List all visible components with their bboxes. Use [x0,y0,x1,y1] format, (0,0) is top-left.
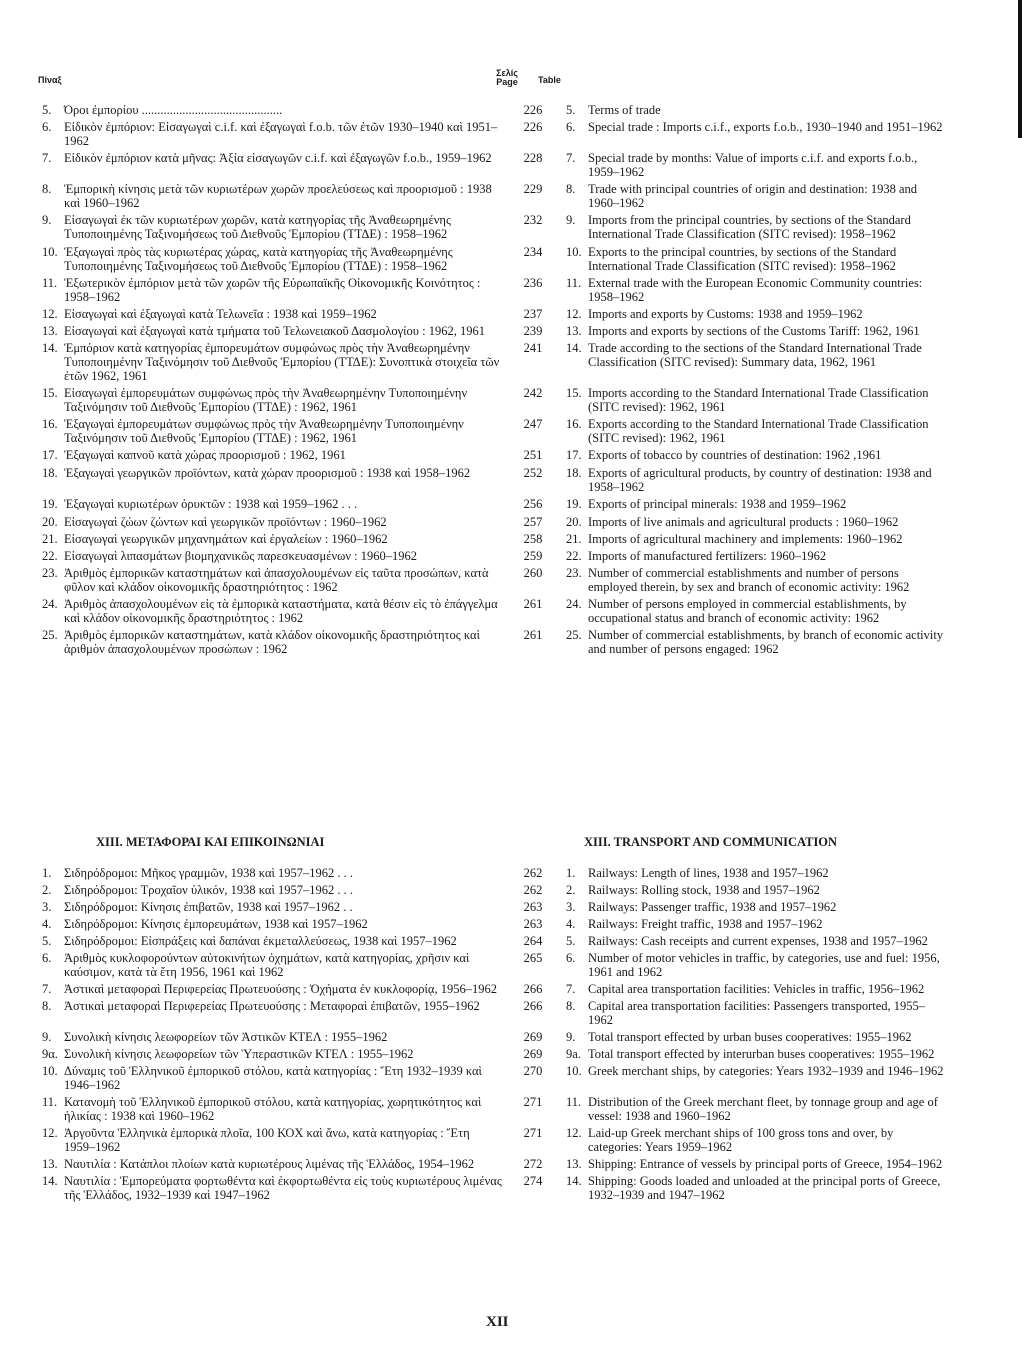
entry-page: 251 [523,448,543,462]
entry-english [564,999,944,1027]
toc-row [40,213,944,241]
entry-text-en: Imports and exports by sections of the Customs Tariff: 1962, 1961 [588,324,920,338]
entry-page: 266 [523,982,543,996]
entry-number-gr: 1. [42,866,52,880]
entry-english [564,566,944,594]
entry-english [564,417,944,445]
entry-page: 236 [523,276,543,290]
entry-text-en: Imports of live animals and agricultural products : 1960–1962 [588,515,899,529]
entry-number-en: 14. [566,1174,582,1188]
entry-number-gr: 8. [42,182,52,196]
entry-english [564,900,944,914]
entry-number-gr: 3. [42,900,52,914]
header-table-en: Table [538,75,561,85]
entry-page: 258 [523,532,543,546]
toc-row [40,245,944,273]
entry-text-gr: Εἰσαγωγαὶ ζώων ζώντων καὶ γεωργικῶν προϊόντων : 1960–1962 [64,515,387,529]
entry-english [564,1174,944,1202]
toc-row [40,1126,944,1154]
entry-greek [40,1174,512,1202]
entry-number-en: 22. [566,549,582,563]
entry-english [564,515,944,529]
entry-text-gr: Ἀριθμὸς ἐμπορικῶν καταστημάτων, κατὰ κλάδον οἰκονομικῆς δραστηριότητος καὶ ἀριθμὸν ἀπασχολουμένων προσώπων : 1962 [64,628,480,656]
entry-number-gr: 7. [42,151,52,165]
entry-number-en: 21. [566,532,582,546]
entry-text-gr: Συνολικὴ κίνησις λεωφορείων τῶν Ὑπεραστικῶν ΚΤΕΛ : 1955–1962 [64,1047,414,1061]
entry-number-en: 3. [566,900,576,914]
entry-text-en: Special trade by months: Value of imports c.i.f. and exports f.o.b., 1959–1962 [588,151,918,179]
entry-text-en: Total transport effected by urban buses cooperatives: 1955–1962 [588,1030,912,1044]
entry-number-en: 14. [566,341,582,355]
entry-number-gr: 5. [42,934,52,948]
entry-english [564,597,944,625]
entry-text-gr: Σιδηρόδρομοι: Κίνησις ἐμπορευμάτων, 1938 καὶ 1957–1962 [64,917,368,931]
entry-page: 234 [523,245,543,259]
entry-text-gr: Ἀργοῦντα Ἑλληνικὰ ἐμπορικὰ πλοῖα, 100 ΚΟΧ καὶ ἄνω, κατὰ κατηγορίας : Ἔτη 1959–1962 [64,1126,470,1154]
entry-greek [40,120,512,148]
entry-number-en: 7. [566,982,576,996]
entry-text-en: Railways: Length of lines, 1938 and 1957–1962 [588,866,829,880]
entry-text-gr: Ἐξαγωγαὶ πρὸς τὰς κυριωτέρας χώρας, κατὰ κατηγορίας τῆς Ἀναθεωρημένης Τυποποιημένης Ταξινομήσεως τοῦ Διεθνοῦς Ἐμπορίου (ΤΤΔΕ) : 1958–1962 [64,245,453,273]
entry-text-gr: Ναυτιλία : Κατάπλοι πλοίων κατὰ κυριωτέρους λιμένας τῆς Ἑλλάδος, 1954–1962 [64,1157,475,1171]
entry-number-en: 5. [566,934,576,948]
entry-number-gr: 6. [42,120,52,134]
entry-text-en: Total transport effected by interurban buses cooperatives: 1955–1962 [588,1047,935,1061]
entry-page: 271 [523,1126,543,1140]
entry-text-en: Distribution of the Greek merchant fleet, by tonnage group and age of vessel: 1938 and 1960–1962 [588,1095,938,1123]
entry-number-en: 10. [566,1064,582,1078]
entry-number-gr: 23. [42,566,58,580]
toc-row [40,1095,944,1123]
entry-english [564,307,944,321]
entry-text-en: Special trade : Imports c.i.f., exports f.o.b., 1930–1940 and 1951–1962 [588,120,943,134]
entry-greek [40,1126,512,1154]
toc-row [40,448,944,462]
entry-greek [40,515,512,529]
entry-number-en: 9. [566,1030,576,1044]
entry-text-gr: Συνολικὴ κίνησις λεωφορείων τῶν Ἀστικῶν ΚΤΕΛ : 1955–1962 [64,1030,388,1044]
entry-text-gr: Εἰδικὸν ἐμπόριον κατὰ μῆνας: Ἀξία εἰσαγωγῶν c.i.f. καὶ ἐξαγωγῶν f.o.b., 1959–1962 [64,151,492,165]
entry-text-en: External trade with the European Economic Community countries: 1958–1962 [588,276,923,304]
entry-text-gr: Εἰσαγωγαὶ λιπασμάτων βιομηχανικῶς παρεσκευασμένων : 1960–1962 [64,549,417,563]
entry-number-en: 9a. [566,1047,581,1061]
entry-text-gr: Ἀριθμὸς ἀπασχολουμένων εἰς τὰ ἐμπορικὰ καταστήματα, κατὰ θέσιν εἰς τὸ ἐπάγγελμα καὶ κλάδον οἰκονομικῆς δραστηριότητος : 1962 [64,597,498,625]
entry-text-en: Laid-up Greek merchant ships of 100 gross tons and over, by categories: Years 1959–1962 [588,1126,894,1154]
entry-text-gr: Εἰσαγωγαὶ ἐκ τῶν κυριωτέρων χωρῶν, κατὰ κατηγορίας τῆς Ἀναθεωρημένης Τυποποιημένης Ταξινομήσεως τοῦ Διεθνοῦς Ἐμπορίου (ΤΤΔΕ) : 1958–1962 [64,213,451,241]
entry-page: 241 [523,341,543,355]
entry-greek [40,883,512,897]
entry-english [564,917,944,931]
entry-page: 272 [523,1157,543,1171]
entry-text-en: Shipping: Entrance of vessels by principal ports of Greece, 1954–1962 [588,1157,943,1171]
entry-page: 265 [523,951,543,965]
entry-english [564,324,944,338]
entry-page: 269 [523,1047,543,1061]
entry-number-en: 8. [566,999,576,1013]
entry-english [564,1047,944,1061]
toc-row [40,324,944,338]
entry-page: 257 [523,515,543,529]
entry-page: 259 [523,549,543,563]
entry-greek [40,1030,512,1044]
entry-number-gr: 12. [42,307,58,321]
section-title-gr: XIII. ΜΕΤΑΦΟΡΑΙ ΚΑΙ ΕΠΙΚΟΙΝΩΝΙΑΙ [96,835,325,849]
entry-greek [40,982,512,996]
entry-greek [40,1157,512,1171]
entry-text-en: Imports of agricultural machinery and implements: 1960–1962 [588,532,903,546]
entry-number-gr: 6. [42,951,52,965]
entry-english [564,103,944,117]
entry-number-gr: 9. [42,1030,52,1044]
entry-number-gr: 16. [42,417,58,431]
entry-number-gr: 19. [42,497,58,511]
entry-page: 252 [523,466,543,480]
entry-text-en: Exports according to the Standard International Trade Classification (SITC revised): 1962, 1961 [588,417,929,445]
entry-page: 270 [523,1064,543,1078]
section-title-en: XIII. TRANSPORT AND COMMUNICATION [584,835,838,849]
entry-greek [40,448,512,462]
toc-row [40,1047,944,1061]
entry-english [564,120,944,134]
entry-text-en: Exports to the principal countries, by sections of the Standard International Trade Classification (SITC revised): 1958–1962 [588,245,897,273]
entry-number-en: 6. [566,951,576,965]
entry-number-gr: 13. [42,324,58,338]
entry-number-gr: 22. [42,549,58,563]
entry-text-en: Imports according to the Standard International Trade Classification (SITC revised): 1962, 1961 [588,386,929,414]
entry-number-gr: 17. [42,448,58,462]
entry-text-en: Number of commercial establishments, by branch of economic activity and number of persons engaged: 1962 [588,628,944,656]
toc-row [40,900,944,914]
entry-text-gr: Ναυτιλία : Ἐμπορεύματα φορτωθέντα καὶ ἐκφορτωθέντα εἰς τοὺς κυριωτέρους λιμένας τῆς Ἑλλάδος, 1932–1939 καὶ 1947–1962 [64,1174,502,1202]
entry-english [564,213,944,241]
entry-number-gr: 10. [42,1064,58,1078]
toc-row [40,466,944,494]
toc-row [40,417,944,445]
entry-text-gr: Ἐμπορικὴ κίνησις μετὰ τῶν κυριωτέρων χωρῶν προελεύσεως καὶ προορισμοῦ : 1938 καὶ 1960–1962 [64,182,492,210]
entry-text-gr: Εἰσαγωγαὶ γεωργικῶν μηχανημάτων καὶ ἐργαλείων : 1960–1962 [64,532,388,546]
toc-row [40,307,944,321]
entry-greek [40,417,512,445]
entry-page: 263 [523,917,543,931]
entry-english [564,934,944,948]
entry-number-en: 9. [566,213,576,227]
entry-english [564,628,944,656]
entry-greek [40,324,512,338]
entry-text-en: Railways: Rolling stock, 1938 and 1957–1962 [588,883,820,897]
entry-number-en: 25. [566,628,582,642]
entry-greek [40,951,512,979]
entry-english [564,245,944,273]
toc-row [40,515,944,529]
entry-number-en: 17. [566,448,582,462]
entry-number-en: 11. [566,276,582,290]
entry-greek [40,628,512,656]
toc-row [40,1174,944,1202]
entry-number-gr: 25. [42,628,58,642]
entry-text-en: Railways: Passenger traffic, 1938 and 1957–1962 [588,900,837,914]
entry-text-gr: Ἐξωτερικὸν ἐμπόριον μετὰ τῶν χωρῶν τῆς Εὐρωπαϊκῆς Οἰκονομικῆς Κοινότητος : 1958–1962 [64,276,481,304]
entry-text-en: Greek merchant ships, by categories: Years 1932–1939 and 1946–1962 [588,1064,944,1078]
entry-english [564,182,944,210]
entry-page: 226 [523,120,543,134]
toc-row [40,917,944,931]
entry-text-gr: Ἐξαγωγαὶ καπνοῦ κατὰ χώρας προορισμοῦ : 1962, 1961 [64,448,346,462]
entry-text-en: Imports from the principal countries, by sections of the Standard International Trade Classification (SITC revised): 1958–1962 [588,213,911,241]
entry-text-en: Number of commercial establishments and number of persons employed therein, by sex and branch of economic activity: 1962 [588,566,910,594]
toc-row [40,597,944,625]
entry-text-gr: Ἐξαγωγαὶ κυριωτέρων ὀρυκτῶν : 1938 καὶ 1959–1962 . . . [64,497,358,511]
entry-text-en: Railways: Freight traffic, 1938 and 1957–1962 [588,917,823,931]
header-table-gr: Πίναξ [38,75,62,85]
toc-row [40,999,944,1027]
entry-text-en: Number of persons employed in commercial establishments, by occupational status and branch of economic activity: 1962 [588,597,907,625]
entry-page: 239 [523,324,543,338]
entry-english [564,276,944,304]
entry-page: 247 [523,417,543,431]
entry-number-en: 2. [566,883,576,897]
toc-row [40,182,944,210]
section-transport [40,863,944,1202]
entry-greek [40,386,512,414]
entry-number-en: 1. [566,866,576,880]
entry-number-gr: 20. [42,515,58,529]
entry-text-gr: Ἐξαγωγαὶ γεωργικῶν προϊόντων, κατὰ χώραν προορισμοῦ : 1938 καὶ 1958–1962 [64,466,471,480]
toc-row [40,341,944,383]
entry-page: 262 [523,866,543,880]
entry-english [564,1030,944,1044]
entry-greek [40,103,512,117]
entry-number-gr: 5. [42,103,52,117]
entry-greek [40,307,512,321]
entry-greek [40,866,512,880]
entry-number-en: 20. [566,515,582,529]
entry-text-en: Trade according to the sections of the Standard International Trade Classification (SITC revised): Summary data, 1962, 1961 [588,341,922,369]
header-page: Σελίς Page [496,68,518,87]
entry-text-gr: Σιδηρόδρομοι: Μῆκος γραμμῶν, 1938 καὶ 1957–1962 . . . [64,866,354,880]
entry-text-gr: Εἰσαγωγαὶ καὶ ἐξαγωγαὶ κατὰ Τελωνεῖα : 1938 καὶ 1959–1962 [64,307,377,321]
entry-number-en: 8. [566,182,576,196]
entry-greek [40,182,512,210]
toc-row [40,386,944,414]
entry-greek [40,1095,512,1123]
entry-english [564,951,944,979]
entry-greek [40,466,512,480]
entry-english [564,341,944,369]
entry-text-en: Shipping: Goods loaded and unloaded at the principal ports of Greece, 1932–1939 and 1947–1962 [588,1174,941,1202]
entry-text-gr: Εἰσαγωγαὶ καὶ ἐξαγωγαὶ κατὰ τμήματα τοῦ Τελωνειακοῦ Δασμολογίου : 1962, 1961 [64,324,485,338]
entry-english [564,448,944,462]
toc-row [40,151,944,179]
entry-text-gr: Κατανομὴ τοῦ Ἑλληνικοῦ ἐμπορικοῦ στόλου, κατὰ κατηγορίας, χωρητικότητος καὶ ἡλικίας : 1938 καὶ 1960–1962 [64,1095,482,1123]
entry-text-gr: Ἀστικαὶ μεταφοραὶ Περιφερείας Πρωτευούσης : Ὀχήματα ἐν κυκλοφορίᾳ, 1956–1962 [64,982,497,996]
entry-text-gr: Ἀριθμὸς ἐμπορικῶν καταστημάτων καὶ ἀπασχολουμένων εἰς ταῦτα προσώπων, κατὰ φῦλον καὶ κλάδον οἰκονομικῆς δραστηριότητος : 1962 [64,566,489,594]
entry-page: 274 [523,1174,543,1188]
entry-number-en: 12. [566,307,582,321]
toc-row [40,628,944,656]
entry-text-gr: Εἰδικὸν ἐμπόριον: Εἰσαγωγαὶ c.i.f. καὶ ἐξαγωγαὶ f.o.b. τῶν ἐτῶν 1930–1940 καὶ 1951–1962 [64,120,498,148]
entry-number-en: 15. [566,386,582,400]
entry-page: 256 [523,497,543,511]
entry-number-gr: 21. [42,532,58,546]
toc-row [40,120,944,148]
toc-row [40,1157,944,1171]
entry-number-gr: 10. [42,245,58,259]
entry-number-en: 10. [566,245,582,259]
entry-text-en: Exports of principal minerals: 1938 and 1959–1962 [588,497,847,511]
entry-number-en: 7. [566,151,576,165]
entry-page: 229 [523,182,543,196]
entry-greek [40,597,512,625]
entry-page: 264 [523,934,543,948]
entry-english [564,532,944,546]
entry-text-en: Exports of agricultural products, by country of destination: 1938 and 1958–1962 [588,466,932,494]
toc-row [40,982,944,996]
entry-page: 232 [523,213,543,227]
entry-greek [40,532,512,546]
entry-greek [40,566,512,594]
entry-text-en: Capital area transportation facilities: Vehicles in traffic, 1956–1962 [588,982,925,996]
entry-text-en: Railways: Cash receipts and current expenses, 1938 and 1957–1962 [588,934,928,948]
entry-greek [40,934,512,948]
entry-english [564,386,944,414]
entry-text-gr: Όροι ἐμπορίου ............................................. [64,103,283,117]
toc-row [40,549,944,563]
entry-number-en: 16. [566,417,582,431]
entry-greek [40,276,512,304]
entry-page: 226 [523,103,543,117]
entry-greek [40,917,512,931]
entry-english [564,1157,944,1171]
entry-greek [40,900,512,914]
entry-number-gr: 9α. [42,1047,58,1061]
entry-page: 228 [523,151,543,165]
entry-text-en: Exports of tobacco by countries of destination: 1962 ,1961 [588,448,882,462]
entry-number-en: 24. [566,597,582,611]
entry-page: 263 [523,900,543,914]
entry-text-en: Capital area transportation facilities: Passengers transported, 1955–1962 [588,999,926,1027]
entry-text-gr: Σιδηρόδρομοι: Τροχαῖον ὑλικόν, 1938 καὶ 1957–1962 . . . [64,883,353,897]
entry-english [564,466,944,494]
entry-page: 271 [523,1095,543,1109]
entry-number-en: 6. [566,120,576,134]
entry-english [564,549,944,563]
entry-number-gr: 13. [42,1157,58,1171]
entry-number-gr: 15. [42,386,58,400]
entry-number-gr: 11. [42,276,58,290]
entry-number-gr: 14. [42,1174,58,1188]
entry-greek [40,497,512,511]
entry-text-gr: Ἐξαγωγαὶ ἐμπορευμάτων συμφώνως πρὸς τὴν Ἀναθεωρημένην Τυποποιημένην Ταξινόμησιν τοῦ Διεθνοῦς Ἐμπορίου (ΤΤΔΕ) : 1962, 1961 [64,417,464,445]
entry-page: 261 [523,628,543,642]
entry-greek [40,151,512,165]
entry-page: 266 [523,999,543,1013]
entry-number-en: 13. [566,324,582,338]
entry-page: 260 [523,566,543,580]
entry-number-en: 5. [566,103,576,117]
entry-number-gr: 24. [42,597,58,611]
entry-english [564,982,944,996]
toc-row [40,532,944,546]
entry-text-en: Imports of manufactured fertilizers: 1960–1962 [588,549,827,563]
entry-text-gr: Ἀστικαὶ μεταφοραὶ Περιφερείας Πρωτευούσης : Μεταφοραὶ ἐπιβατῶν, 1955–1962 [64,999,480,1013]
entry-number-gr: 14. [42,341,58,355]
entry-greek [40,1064,512,1092]
entry-english [564,883,944,897]
entry-greek [40,999,512,1013]
entry-number-gr: 4. [42,917,52,931]
page-number: XII [486,1314,509,1330]
entry-english [564,1064,944,1078]
toc-row [40,276,944,304]
entry-greek [40,213,512,241]
entry-number-en: 19. [566,497,582,511]
entry-text-en: Trade with principal countries of origin and destination: 1938 and 1960–1962 [588,182,917,210]
entry-page: 262 [523,883,543,897]
entry-page: 237 [523,307,543,321]
entry-number-gr: 7. [42,982,52,996]
toc-row [40,934,944,948]
toc-row [40,566,944,594]
entry-number-en: 11. [566,1095,582,1109]
entry-page: 242 [523,386,543,400]
entry-number-gr: 18. [42,466,58,480]
entry-text-en: Number of motor vehicles in traffic, by categories, use and fuel: 1956, 1961 and 1962 [588,951,940,979]
entry-number-en: 23. [566,566,582,580]
entry-text-gr: Σιδηρόδρομοι: Κίνησις ἐπιβατῶν, 1938 καὶ 1957–1962 . . [64,900,353,914]
entry-number-en: 13. [566,1157,582,1171]
entry-greek [40,245,512,273]
entry-number-gr: 2. [42,883,52,897]
entry-greek [40,549,512,563]
toc-row [40,1030,944,1044]
entry-page: 269 [523,1030,543,1044]
entry-number-en: 12. [566,1126,582,1140]
entry-number-gr: 12. [42,1126,58,1140]
toc-row [40,883,944,897]
entry-english [564,151,944,179]
entry-text-gr: Εἰσαγωγαὶ ἐμπορευμάτων συμφώνως πρὸς τὴν Ἀναθεωρημένην Τυποποιημένην Ταξινόμησιν τοῦ Διεθνοῦς Ἐμπορίου (ΤΤΔΕ) : 1962, 1961 [64,386,468,414]
entry-text-gr: Ἐμπόριον κατὰ κατηγορίας ἐμπορευμάτων συμφώνως πρὸς τὴν Ἀναθεωρημένην Τυποποιημένην Ταξινόμησιν τοῦ Διεθνοῦς Ἐμπορίου (ΤΤΔΕ): Συνοπτικὰ στοιχεῖα τῶν ἐτῶν 1962, 1961 [64,341,500,383]
entry-text-gr: Σιδηρόδρομοι: Εἰσπράξεις καὶ δαπάναι ἐκμεταλλεύσεως, 1938 καὶ 1957–1962 [64,934,457,948]
entry-text-gr: Δύναμις τοῦ Ἑλληνικοῦ ἐμπορικοῦ στόλου, κατὰ κατηγορίας : Ἔτη 1932–1939 καὶ 1946–1962 [64,1064,482,1092]
toc-row [40,866,944,880]
entry-english [564,497,944,511]
entry-text-en: Terms of trade [588,103,661,117]
entry-text-gr: Ἀριθμὸς κυκλοφορούντων αὐτοκινήτων ὀχημάτων, κατὰ κατηγορίας, χρῆσιν καὶ καύσιμον, κατὰ τὰ ἔτη 1956, 1961 καὶ 1962 [64,951,470,979]
entry-number-gr: 8. [42,999,52,1013]
toc-row [40,1064,944,1092]
margin-rule [1018,0,1022,138]
entry-english [564,1126,944,1154]
entry-english [564,1095,944,1123]
toc-row [40,103,944,117]
entry-greek [40,341,512,383]
entry-number-gr: 9. [42,213,52,227]
entry-text-en: Imports and exports by Customs: 1938 and 1959–1962 [588,307,863,321]
toc-row [40,951,944,979]
entry-page: 261 [523,597,543,611]
toc-row [40,497,944,511]
section-trade [40,100,944,656]
entry-english [564,866,944,880]
entry-number-en: 18. [566,466,582,480]
entry-number-gr: 11. [42,1095,58,1109]
entry-number-en: 4. [566,917,576,931]
entry-greek [40,1047,512,1061]
